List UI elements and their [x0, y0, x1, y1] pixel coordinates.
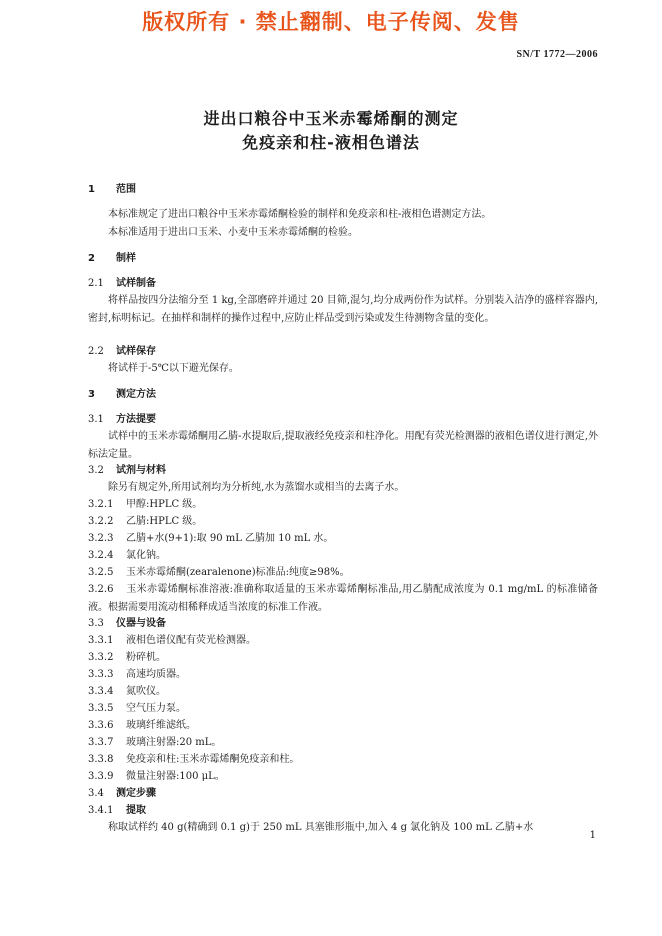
- subsection-number: 2.2: [88, 346, 104, 357]
- item-text: 玉米赤霉烯酮标准溶液:准确称取适量的玉米赤霉烯酮标准品,用乙腈配成浓度为 0.1 mg/mL 的标准储备液。根据需要用流动相稀释成适当浓度的标准工作液。: [88, 584, 598, 613]
- subsection-3-2-heading: [88, 462, 598, 480]
- subsection-3-4-1-heading: [88, 802, 598, 820]
- item-number: 3.2.2: [88, 516, 114, 527]
- item-text: 乙腈+水(9+1):取 90 mL 乙腈加 10 mL 水。: [126, 533, 334, 544]
- list-item: [88, 666, 598, 684]
- subsection-number: 3.4: [88, 788, 104, 799]
- copyright-watermark: 版权所有 · 禁止翻制、电子传阅、发售: [142, 10, 520, 34]
- item-number: 3.3.4: [88, 686, 114, 697]
- list-item: [88, 717, 598, 735]
- subsection-number: 3.4.1: [88, 805, 114, 816]
- list-item: [88, 632, 598, 650]
- item-text: 空气压力泵。: [126, 703, 186, 714]
- item-text: 粉碎机。: [126, 652, 166, 663]
- item-number: 3.2.4: [88, 550, 114, 561]
- list-item: [88, 768, 598, 786]
- item-text: 玻璃纤维滤纸。: [126, 720, 196, 731]
- item-number: 3.3.6: [88, 720, 114, 731]
- paragraph: 试样中的玉米赤霉烯酮用乙腈-水提取后,提取液经免疫亲和柱净化。用配有荧光检测器的液相色谱仪进行测定,外标法定量。: [88, 431, 598, 460]
- paragraph: 本标准规定了进出口粮谷中玉米赤霉烯酮检验的制样和免疫亲和柱-液相色谱测定方法。: [108, 209, 492, 220]
- list-item: [88, 581, 598, 616]
- subsection-number: 3.1: [88, 414, 104, 425]
- section-1-heading: [88, 181, 598, 199]
- subsection-3-4-heading: [88, 785, 598, 803]
- section-number: 2: [88, 253, 95, 264]
- paragraph: 除另有规定外,所用试剂均为分析纯,水为蒸馏水或相当的去离子水。: [108, 482, 405, 493]
- list-item: [88, 734, 598, 752]
- subsection-title: 仪器与设备: [116, 618, 166, 629]
- section-title: 测定方法: [116, 389, 156, 400]
- section-number: 1: [88, 184, 95, 195]
- item-number: 3.2.1: [88, 499, 114, 510]
- item-text: 乙腈:HPLC 级。: [126, 516, 203, 527]
- item-number: 3.3.8: [88, 754, 114, 765]
- subsection-number: 2.1: [88, 278, 104, 289]
- item-text: 液相色谱仪配有荧光检测器。: [126, 635, 256, 646]
- subsection-number: 3.3: [88, 618, 104, 629]
- subsection-3-3-heading: [88, 615, 598, 633]
- item-text: 甲醇:HPLC 级。: [126, 499, 203, 510]
- subsection-title: 测定步骤: [116, 788, 156, 799]
- subsection-title: 试剂与材料: [116, 465, 166, 476]
- item-text: 氮吹仪。: [126, 686, 166, 697]
- subsection-2-1-heading: [88, 275, 598, 293]
- item-number: 3.3.5: [88, 703, 114, 714]
- section-2-heading: [88, 250, 598, 268]
- subsection-title: 方法提要: [116, 414, 156, 425]
- list-item: [88, 564, 598, 582]
- list-item: [88, 683, 598, 701]
- section-number: 3: [88, 389, 95, 400]
- paragraph: 本标准适用于进出口玉米、小麦中玉米赤霉烯酮的检验。: [108, 227, 358, 238]
- page-number: 1: [589, 830, 596, 841]
- list-item: [88, 530, 598, 548]
- item-text: 高速均质器。: [126, 669, 186, 680]
- item-number: 3.3.3: [88, 669, 114, 680]
- list-item: [88, 496, 598, 514]
- list-item: [88, 513, 598, 531]
- paragraph: 将样品按四分法缩分至 1 kg,全部磨碎并通过 20 目筛,混匀,均分成两份作为试样。分别装入洁净的盛样容器内,密封,标明标记。在抽样和制样的操作过程中,应防止样品受到污染或发生待测物含量的变化。: [88, 295, 598, 324]
- document-title-line2: 免疫亲和柱-液相色谱法: [242, 133, 420, 152]
- list-item: [88, 547, 598, 565]
- document-title-line1: 进出口粮谷中玉米赤霉烯酮的测定: [203, 109, 459, 128]
- paragraph: 称取试样约 40 g(精确到 0.1 g)于 250 mL 具塞锥形瓶中,加入 4 g 氯化钠及 100 mL 乙腈+水: [108, 822, 534, 833]
- item-number: 3.2.3: [88, 533, 114, 544]
- section-title: 制样: [116, 253, 136, 264]
- item-text: 玻璃注射器:20 mL。: [126, 737, 222, 748]
- list-item: [88, 649, 598, 667]
- list-item: [88, 751, 598, 769]
- item-number: 3.3.1: [88, 635, 114, 646]
- item-text: 氯化钠。: [126, 550, 166, 561]
- section-3-heading: [88, 386, 598, 404]
- item-text: 玉米赤霉烯酮(zearalenone)标准品:纯度≥98%。: [126, 567, 350, 578]
- subsection-title: 提取: [126, 805, 146, 816]
- subsection-2-2-heading: [88, 343, 598, 361]
- item-number: 3.2.6: [88, 584, 114, 595]
- item-number: 3.3.9: [88, 771, 114, 782]
- section-title: 范围: [116, 184, 136, 195]
- paragraph: 将试样于-5℃以下避光保存。: [108, 363, 239, 374]
- item-text: 微量注射器:100 μL。: [126, 771, 225, 782]
- subsection-number: 3.2: [88, 465, 104, 476]
- subsection-3-1-heading: [88, 411, 598, 429]
- list-item: [88, 700, 598, 718]
- subsection-title: 试样保存: [116, 346, 156, 357]
- item-text: 免疫亲和柱:玉米赤霉烯酮免疫亲和柱。: [126, 754, 300, 765]
- standard-code: SN/T 1772—2006: [516, 49, 598, 60]
- item-number: 3.3.2: [88, 652, 114, 663]
- item-number: 3.2.5: [88, 567, 114, 578]
- item-number: 3.3.7: [88, 737, 114, 748]
- subsection-title: 试样制备: [116, 278, 156, 289]
